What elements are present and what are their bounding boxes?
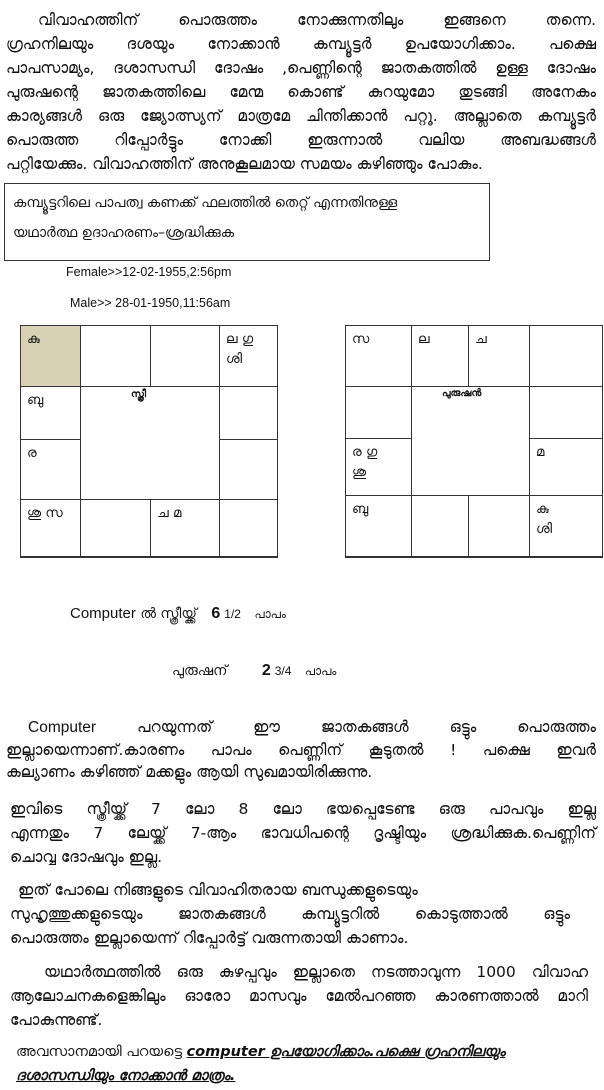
planet-label: ല ഗു [226,331,254,347]
male-chart-center-label: പുരുഷൻ [442,388,482,399]
female-chart-house-11 [20,439,81,500]
note-line-1: കമ്പ്യൂട്ടറിലെ പാപത്വ കണക്ക് ഫലത്തിൽ തെറ്റ് എന്നതിനുള്ള [13,195,398,211]
female-chart-house-12 [20,386,81,440]
conclusion-emphasis-2: ദശാസന്ധിയും നോക്കാൻ മാത്രം. [16,1068,236,1084]
male-chart-house-9 [411,495,469,558]
planet-label: ബു [352,501,369,517]
male-chart-house-6 [529,438,603,496]
planet-label: കു [536,501,549,517]
female-chart-note-paragraph [10,797,596,869]
example-note-box [4,183,490,261]
male-birth-details: Male>> 28-01-1950,11:56am [70,296,231,310]
note-line-2: യഥാർത്ഥ ഉദാഹരണം–ശ്രദ്ധിക്കുക [13,225,235,241]
planet-label: സ [352,331,370,347]
male-chart-house-3 [468,325,530,387]
conclusion-paragraph [16,1040,576,1088]
intro-paragraph [6,8,596,176]
planet-label: ല [418,331,430,347]
female-chart-house-7 [219,499,278,558]
male-chart-house-7 [529,495,603,558]
female-chart-house-1 [20,325,81,387]
planet-label: ശു സ [27,505,63,521]
computer-word: Computer [28,719,97,736]
paragraph-line: യഥാർത്ഥത്തിൽ ഒരു കുഴപ്പവും ഇല്ലാതെ നടത്താവുന്ന 1000 വിവാഹ [44,963,588,981]
female-chart-house-10 [20,499,81,558]
female-papam-text: ൽ സ്ത്രീയ്ക്ക് [140,606,197,622]
female-horoscope-chart [20,325,278,557]
planet-label: ര ഗു [352,444,378,460]
male-papam-fraction: 3/4 [274,664,292,678]
paragraph-line [6,716,596,739]
paragraph-text: പറയുന്നത് ഈ ജാതകങ്ങൾ ഒട്ടും പൊരുത്തം [137,718,596,736]
male-chart-house-2 [411,325,469,387]
conclusion-emphasis-1: computer ഉപയോഗിക്കാം.പക്ഷെ ഗ്രഹനിലയും [186,1044,506,1060]
marriage-proposals-paragraph [10,960,588,1032]
planet-label: ര [27,445,37,461]
female-chart-center-label: സ്ത്രീ [131,389,146,400]
male-chart-house-12 [345,386,412,439]
male-papam-number: 2 [261,662,271,679]
conclusion-lead: അവസാനമായി പറയട്ടെ [16,1044,182,1060]
female-papam-suffix: പാപം [254,607,286,621]
intro-line: പാപസാമ്യം, ദശാസന്ധി ദോഷം ,പെണ്ണിന്റെ ജാതകത്തിൽ ഉള്ള ദോഷം [6,59,596,77]
male-papam-suffix: പാപം [304,664,337,678]
relatives-paragraph [10,878,570,950]
planet-label: ശു [352,464,367,480]
paragraph-line: പൊരുത്തം ഇല്ലായെന്ന് റിപ്പോർട്ട് വരുന്നതായി കാണാം. [10,929,409,947]
planet-label: ച [475,331,487,347]
male-papam-text: പുരുഷന് [172,663,228,679]
planet-label: ശി [536,521,553,537]
intro-line: പറ്റിയേക്കും. വിവാഹത്തിന് അനുകൂലമായ സമയം കഴിഞ്ഞും പോകും. [6,155,483,173]
intro-line: ഗ്രഹനിലയും ദശയും നോക്കാൻ കമ്പ്യൂട്ടർ ഉപയോഗിക്കാം. പക്ഷെ [6,35,596,53]
female-papam-line [70,605,286,623]
planet-label: ച മ [157,505,182,521]
male-horoscope-chart [345,325,603,557]
male-papam-line [172,662,336,680]
male-chart-house-11 [345,438,412,496]
intro-line: പുരുഷന്റെ ജാതകത്തിലെ മേന്മ കൊണ്ട് കുറയുമോ തുടങ്ങി അനേകം [6,83,596,101]
intro-line: വിവാഹത്തിന് പൊരുത്തം നോക്കുന്നതിലും ഇങ്ങനെ തന്നെ. [38,11,596,29]
male-chart-house-10 [345,495,412,558]
female-chart-house-6 [219,439,278,500]
paragraph-line: സുഹൃത്തുക്കളുടെയും ജാതകങ്ങൾ കമ്പ്യൂട്ടറിൽ കൊടുത്താൽ ഒട്ടും [10,905,570,923]
female-chart-house-8 [150,499,220,558]
female-chart-house-5 [219,386,278,440]
planet-label: മ [536,444,545,460]
female-chart-house-3 [150,325,220,387]
paragraph-line: കല്യാണം കഴിഞ്ഞ് മക്കളും ആയി സുഖമായിരിക്കുന്നു. [6,763,373,781]
paragraph-line: ആലോചനകളെങ്കിലും ഓരോ മാസവും മേൽപറഞ്ഞ കാരണത്താൽ മാറി [10,987,588,1005]
female-birth-details: Female>>12-02-1955,2:56pm [66,265,232,279]
female-papam-number: 6 [211,605,221,622]
female-chart-house-2 [80,325,151,387]
planet-label: കു [27,331,40,347]
planet-label: ശി [226,351,243,367]
intro-line: പൊരുത്ത റിപ്പോർട്ടും നോക്കി ഇരുന്നാൽ വലിയ അബദ്ധങ്ങൾ [6,131,596,149]
paragraph-line: ചൊവ്വ ദോഷവും ഇല്ല. [10,848,163,866]
female-chart-house-9 [80,499,151,558]
male-chart-house-1 [345,325,412,387]
male-chart-house-5 [529,386,603,439]
female-chart-house-4 [219,325,278,387]
male-chart-house-8 [468,495,530,558]
paragraph-line: പോകുന്നുണ്ട്. [10,1011,103,1029]
computer-word: Computer [70,605,136,622]
paragraph-line: ഇത് പോലെ നിങ്ങളുടെ വിവാഹിതരായ ബന്ധുക്കളുടെയും [18,881,418,899]
paragraph-line: ഇവിടെ സ്ത്രീയ്ക്ക് 7 ലോ 8 ലോ ഭയപ്പെടേണ്ട ഒരു പാപവും ഇല്ല [10,800,596,818]
computer-result-paragraph [6,716,596,783]
paragraph-line: എന്നതും 7 ലേയ്ക്ക് 7-ആം ഭാവധിപന്റെ ദൃഷ്ടിയും ശ്രദ്ധിക്കുക.പെണ്ണിന് [10,824,596,842]
male-chart-house-4 [529,325,603,387]
paragraph-line: ഇല്ലായെന്നാണ്.കാരണം പാപം പെണ്ണിന് കൂടുതൽ ! പക്ഷെ ഇവർ [6,741,596,759]
female-papam-fraction: 1/2 [224,607,241,621]
intro-line: കാര്യങ്ങൾ ഒരു ജ്യോത്സ്യന് മാത്രമേ ചിന്തിക്കാൻ പറ്റൂ. അല്ലാതെ കമ്പ്യൂട്ടർ [6,107,596,125]
planet-label: ബു [27,392,44,408]
